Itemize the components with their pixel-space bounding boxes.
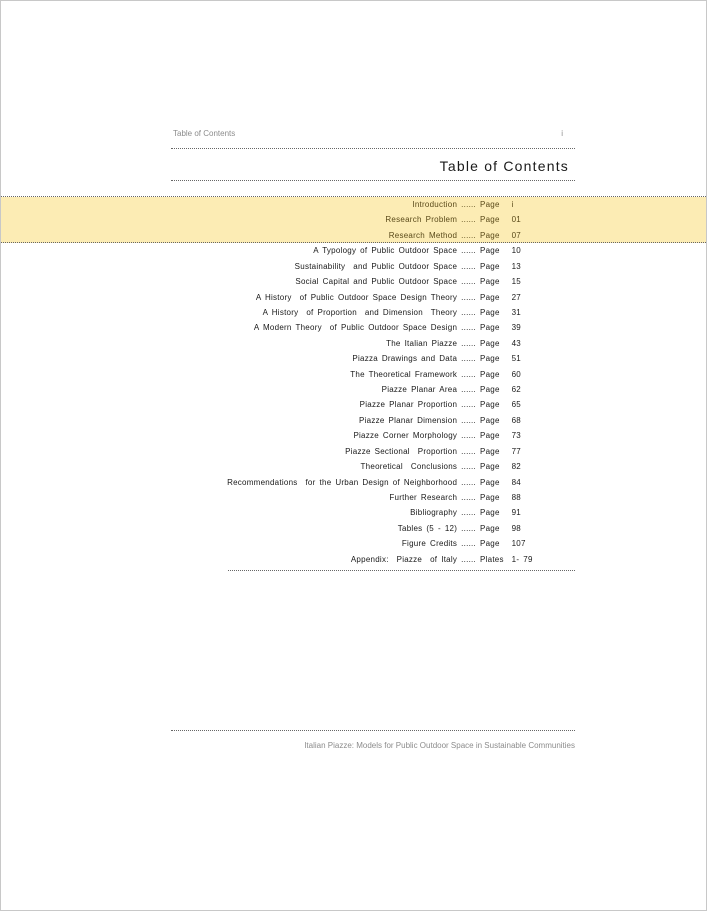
toc-entry[interactable] <box>141 552 541 567</box>
toc-entry[interactable] <box>141 274 541 289</box>
toc-entry-leader: ...... <box>461 246 476 256</box>
toc-entry-leader: ...... <box>461 323 476 333</box>
toc-entry[interactable] <box>141 444 541 459</box>
toc-entry-leader: ...... <box>461 261 476 271</box>
toc-entry-page: Page 88 <box>480 493 521 503</box>
toc-entry-leader: ...... <box>461 523 476 533</box>
toc-entry-page: Page 84 <box>480 477 521 487</box>
running-footer: Italian Piazze: Models for Public Outdoor Space in Sustainable Communities <box>304 741 575 750</box>
toc-entry-page: Page 01 <box>480 215 521 225</box>
toc-entry[interactable] <box>141 259 541 274</box>
toc-entry-page: Page 62 <box>480 385 521 395</box>
toc-entry-title: Introduction <box>412 200 458 209</box>
toc-entry-title: Research Method <box>388 230 458 240</box>
toc-entry-page: Page 65 <box>480 400 521 410</box>
toc-entry-page: Page 68 <box>480 415 521 425</box>
toc-entry-title: Bibliography <box>410 508 458 518</box>
toc-end-divider <box>228 570 575 571</box>
toc-entry-title: Theoretical Conclusions <box>360 462 458 472</box>
toc-entry-page: Page 39 <box>480 323 521 333</box>
toc-entry-leader: ...... <box>461 292 476 302</box>
toc-entry-leader: ...... <box>461 369 476 379</box>
toc-entry-page: Page 31 <box>480 307 521 317</box>
toc-entry-page: Page 107 <box>480 539 526 549</box>
toc-entry-title: A Typology of Public Outdoor Space <box>313 246 458 256</box>
toc-entry-leader: ...... <box>461 307 476 317</box>
toc-entry[interactable] <box>141 521 541 536</box>
toc-entry-title: Social Capital and Public Outdoor Space <box>295 277 458 287</box>
toc-entry-leader: ...... <box>461 493 476 503</box>
toc-entry[interactable] <box>141 397 541 412</box>
toc-entry-title: Sustainability and Public Outdoor Space <box>294 261 458 271</box>
toc-entry-page: Page 51 <box>480 354 521 364</box>
toc-entry-leader: ...... <box>461 385 476 395</box>
toc-entry-leader: ...... <box>461 539 476 549</box>
toc-entry-title: Piazze Planar Proportion <box>359 400 458 410</box>
toc-entry-title: Recommendations for the Urban Design of Neighborhood <box>227 477 458 487</box>
toc-entry-title: Research Problem <box>385 215 458 225</box>
toc-entry-page: Page 43 <box>480 338 521 348</box>
toc-entry-title: Piazze Sectional Proportion <box>345 446 458 456</box>
toc-entry-leader: ...... <box>461 277 476 287</box>
toc-entry-leader: ...... <box>461 200 476 209</box>
toc-entry[interactable] <box>141 490 541 505</box>
toc-entry-leader: ...... <box>461 354 476 364</box>
toc-entry-page: Page 60 <box>480 369 521 379</box>
toc-entry-page: Plates 1- 79 <box>480 554 533 564</box>
toc-entry[interactable] <box>141 305 541 320</box>
toc-entry[interactable] <box>141 351 541 366</box>
toc-entry-leader: ...... <box>461 431 476 441</box>
header-section-label: Table of Contents <box>173 129 236 138</box>
toc-entry-page: Page 82 <box>480 462 521 472</box>
toc-entry-title: Piazza Drawings and Data <box>352 354 458 364</box>
page-title: Table of Contents <box>439 158 569 174</box>
toc-entry[interactable] <box>141 382 541 397</box>
toc-entry-leader: ...... <box>461 477 476 487</box>
toc-entry-leader: ...... <box>461 415 476 425</box>
toc-entry-leader: ...... <box>461 446 476 456</box>
title-divider <box>171 180 575 181</box>
toc-entry[interactable] <box>141 536 541 551</box>
toc-entry-page: Page 77 <box>480 446 521 456</box>
toc-entry-page: Page 07 <box>480 230 521 240</box>
toc-entry-title: Appendix: Piazze of Italy <box>350 554 458 564</box>
toc-entry[interactable] <box>141 320 541 335</box>
toc-entry-page: Page i <box>480 200 514 209</box>
footer-divider <box>171 730 575 731</box>
toc-entry-page: Page 98 <box>480 523 521 533</box>
toc-entry-leader: ...... <box>461 400 476 410</box>
toc-entry[interactable] <box>141 428 541 443</box>
toc-entry[interactable] <box>141 212 541 227</box>
toc-entry-title: Tables (5 - 12) <box>397 523 458 533</box>
toc-entry-leader: ...... <box>461 508 476 518</box>
toc-entry-title: Further Research <box>389 493 458 503</box>
toc-entry-leader: ...... <box>461 338 476 348</box>
header-divider <box>171 148 575 149</box>
toc-entry-leader: ...... <box>461 215 476 225</box>
toc-entry-page: Page 73 <box>480 431 521 441</box>
toc-entry-page: Page 27 <box>480 292 521 302</box>
toc-entry-title: The Italian Piazze <box>386 338 458 348</box>
toc-entry[interactable] <box>141 475 541 490</box>
toc-entry[interactable] <box>141 367 541 382</box>
toc-entry-page: Page 13 <box>480 261 521 271</box>
toc-entry-title: A History of Proportion and Dimension Theory <box>262 307 458 317</box>
toc-entry-leader: ...... <box>461 462 476 472</box>
toc-entry[interactable] <box>141 228 541 243</box>
toc-entry[interactable] <box>141 505 541 520</box>
toc-entry-page: Page 10 <box>480 246 521 256</box>
toc-entry-title: Piazze Planar Area <box>381 385 458 395</box>
toc-entry-leader: ...... <box>461 230 476 240</box>
header-page-number: i <box>561 129 563 138</box>
running-header <box>173 129 575 138</box>
toc-entry[interactable] <box>141 290 541 305</box>
toc-entry-title: The Theoretical Framework <box>350 369 458 379</box>
toc-entry-page: Page 15 <box>480 277 521 287</box>
toc-list <box>141 197 541 567</box>
toc-entry[interactable] <box>141 336 541 351</box>
toc-entry[interactable] <box>141 197 541 212</box>
toc-entry-title: Piazze Planar Dimension <box>359 415 458 425</box>
toc-entry[interactable] <box>141 413 541 428</box>
toc-entry-leader: ...... <box>461 554 476 564</box>
toc-entry-title: A History of Public Outdoor Space Design Theory <box>255 292 458 302</box>
toc-entry[interactable] <box>141 243 541 258</box>
toc-entry-title: A Modern Theory of Public Outdoor Space Design <box>253 323 458 333</box>
toc-entry-title: Piazze Corner Morphology <box>353 431 458 441</box>
toc-entry[interactable] <box>141 459 541 474</box>
toc-entry-page: Page 91 <box>480 508 521 518</box>
toc-entry-title: Figure Credits <box>401 539 458 549</box>
